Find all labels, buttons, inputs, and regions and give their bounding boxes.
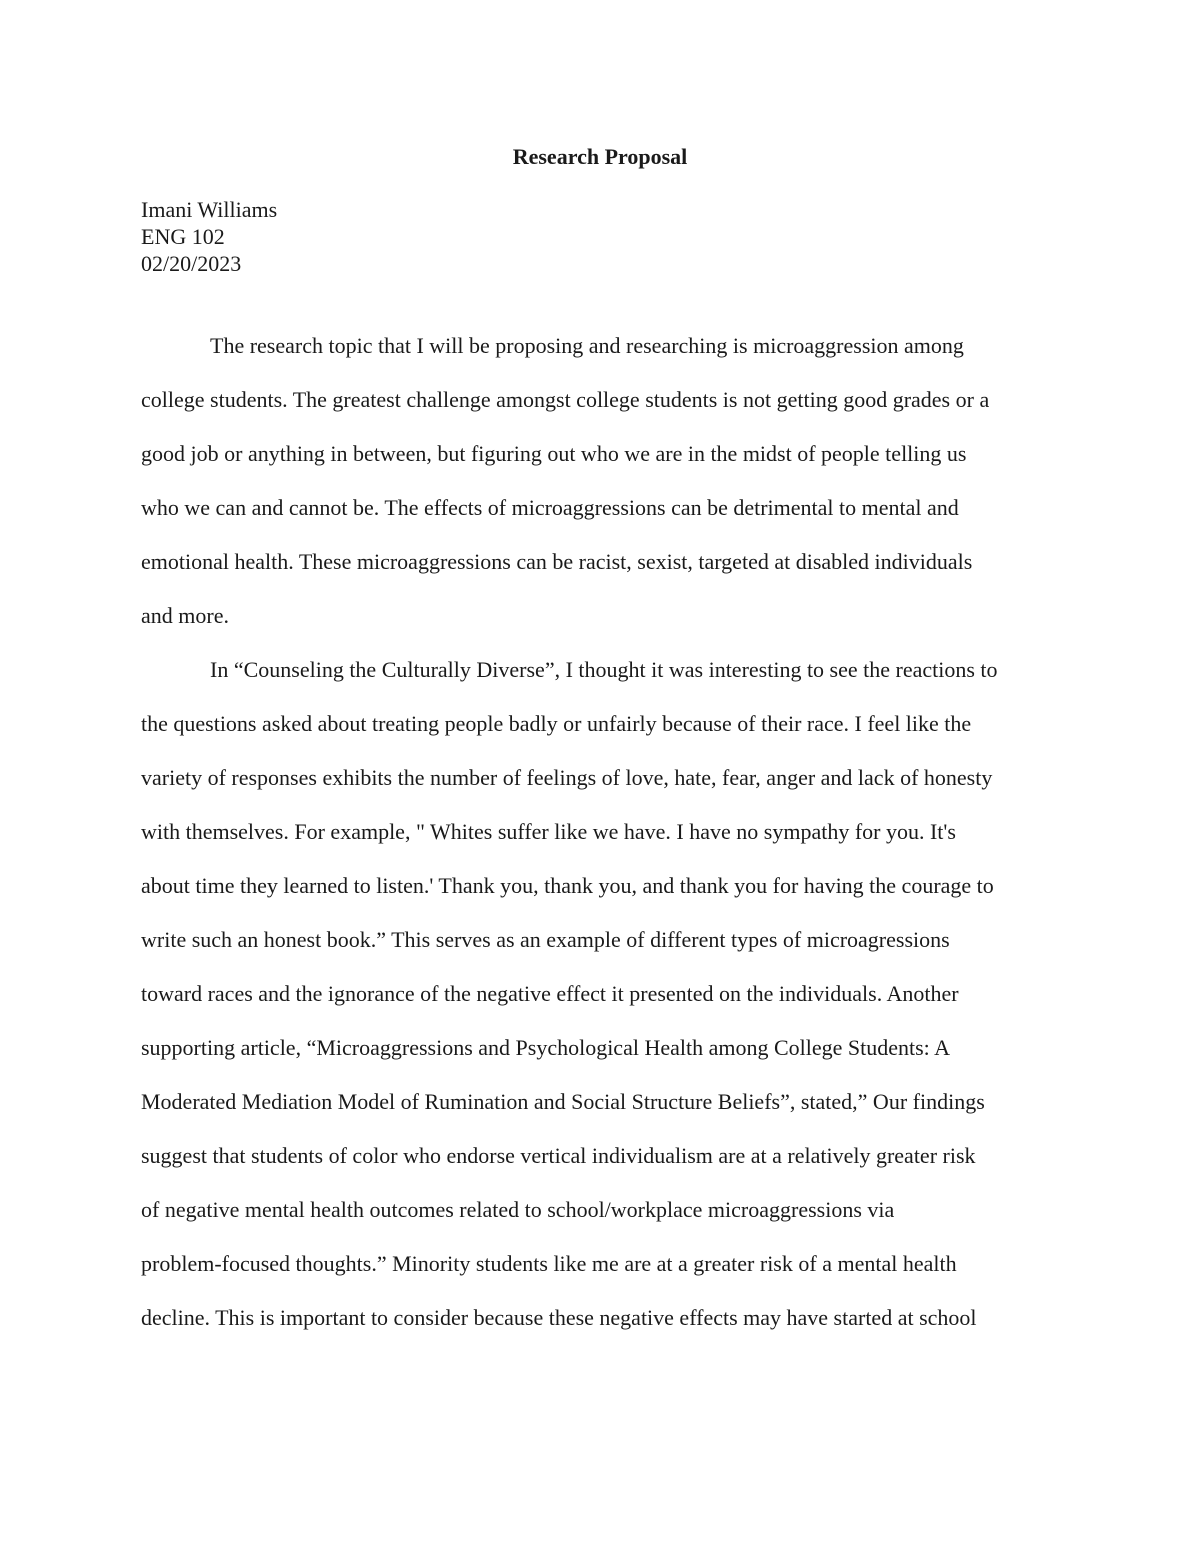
paragraph-line: with themselves. For example, " Whites suffer like we have. I have no sympathy for you. It's xyxy=(141,819,956,844)
document-title: Research Proposal xyxy=(512,144,688,169)
paragraph-line: supporting article, “Microaggressions and Psychological Health among College Students: A xyxy=(141,1035,950,1060)
document-header xyxy=(141,196,277,277)
course-name: ENG 102 xyxy=(141,224,225,249)
paragraph-line: emotional health. These microaggressions can be racist, sexist, targeted at disabled individuals xyxy=(141,549,973,574)
paragraph-line: the questions asked about treating people badly or unfairly because of their race. I feel like the xyxy=(141,711,972,736)
paragraph-line: decline. This is important to consider because these negative effects may have started at school xyxy=(141,1305,977,1330)
paragraph-line: problem-focused thoughts.” Minority students like me are at a greater risk of a mental health xyxy=(141,1251,957,1276)
paragraph-line: college students. The greatest challenge amongst college students is not getting good grades or a xyxy=(141,387,990,412)
paragraph-line: about time they learned to listen.' Thank you, thank you, and thank you for having the courage to xyxy=(141,873,994,898)
paragraph-line: who we can and cannot be. The effects of microaggressions can be detrimental to mental and xyxy=(141,495,959,520)
paragraph-line: of negative mental health outcomes related to school/workplace microaggressions via xyxy=(141,1197,895,1222)
paragraph-line: and more. xyxy=(141,603,229,628)
paragraph-line: In “Counseling the Culturally Diverse”, I thought it was interesting to see the reactions to xyxy=(210,657,998,682)
paragraph-line: good job or anything in between, but figuring out who we are in the midst of people telling us xyxy=(141,441,967,466)
paragraph-line: suggest that students of color who endorse vertical individualism are at a relatively greater risk xyxy=(141,1143,976,1168)
paragraph-line: Moderated Mediation Model of Rumination and Social Structure Beliefs”, stated,” Our findings xyxy=(141,1089,985,1114)
paragraph-line: The research topic that I will be proposing and researching is microaggression among xyxy=(210,333,964,358)
paragraph-line: variety of responses exhibits the number of feelings of love, hate, fear, anger and lack of honesty xyxy=(141,765,993,790)
document-date: 02/20/2023 xyxy=(141,251,242,276)
paragraph-line: write such an honest book.” This serves as an example of different types of microagressions xyxy=(141,927,950,952)
author-name: Imani Williams xyxy=(141,197,278,222)
paragraph-line: toward races and the ignorance of the negative effect it presented on the individuals. Another xyxy=(141,981,959,1006)
